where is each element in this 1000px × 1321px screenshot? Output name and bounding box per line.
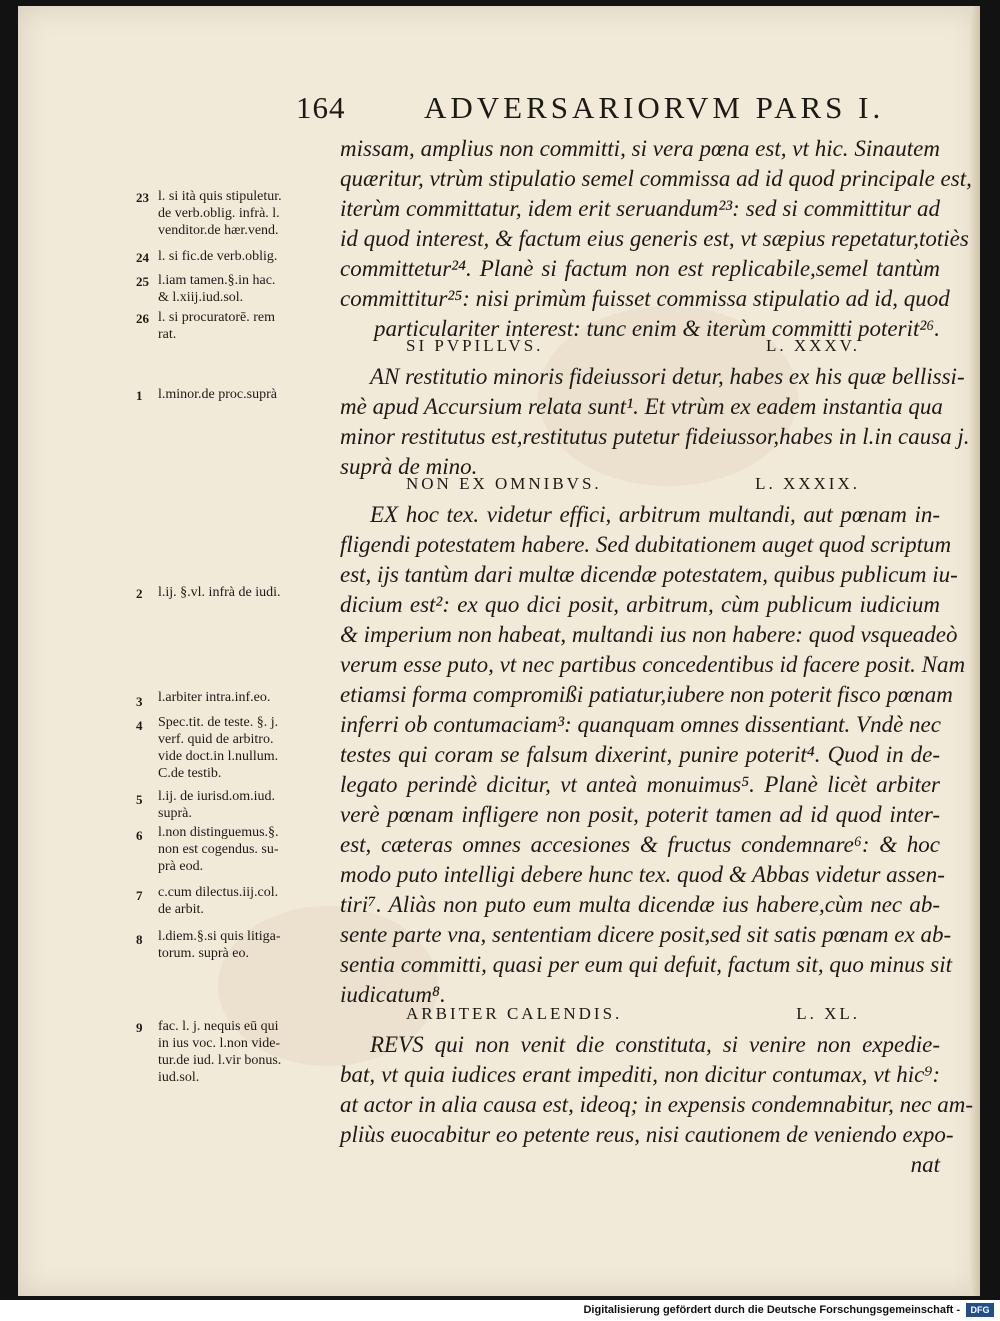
margin-note: l. si procuratorē. rem rat. [158,310,276,342]
section-heading [340,334,940,358]
margin-note: fac. l. j. nequis eū qui in ius voc. l.non vide- tur.de iud. l.vir bonus. iud.sol. [158,1019,282,1085]
text-line: legato perindè dicitur, vt anteà monuimus⁵. Planè licèt arbiter [340,772,940,797]
text-line: nat [910,1152,940,1177]
note-number: 9 [136,1020,143,1035]
text-line: EX hoc tex. videtur effici, arbitrum multandi, aut pœnam in- [370,502,940,527]
margin-note: l.non distinguemus.§. non est cogendus. su- prà eod. [158,825,279,874]
note-number: 1 [136,388,143,403]
section-heading-title: SI PVPILLVS. [406,336,544,355]
text-line: minor restitutus est,restitutus putetur fideiussor,habes in l.in causa j. [340,424,970,449]
text-line: id quod interest, & factum eius generis est, vt sæpius repetatur,totiès [340,226,969,251]
text-line: fligendi potestatem habere. Sed dubitationem auget quod scriptum [340,532,952,557]
note-number: 7 [136,888,143,903]
margin-note: l.iam tamen.§.in hac. & l.xiij.iud.sol. [158,273,276,305]
section-heading-title: ARBITER CALENDIS. [406,1004,623,1023]
text-line: modo puto intelligi debere hunc tex. quod & Abbas videtur assen- [340,862,945,887]
section-heading-lex: L. XXXV. [765,336,860,355]
section-heading [340,472,940,496]
text-line: sente parte vna, sententiam dicere posit,sed sit satis pœnam ex ab- [340,922,952,947]
note-number: 23 [136,190,149,205]
margin-note: l.arbiter intra.inf.eo. [158,690,271,705]
text-line: REVS qui non venit die constituta, si venire non expedie- [370,1032,940,1057]
note-number: 26 [136,311,149,326]
margin-note: l.ij. §.vl. infrà de iudi. [158,585,281,600]
text-line: AN restitutio minoris fideiussori detur, habes ex his quæ bellissi- [370,364,965,389]
text-line: quæritur, vtrùm stipulatio semel commissa ad id quod principale est, [340,166,972,191]
note-number: 4 [136,718,143,733]
text-line: verè pœnam infligere non posit, poterit tamen ad id quod inter- [340,802,940,827]
section-heading [340,1002,940,1026]
margin-note: l.diem.§.si quis litiga- torum. suprà eo. [158,929,281,961]
note-number: 24 [136,250,149,265]
text-line: iterùm committatur, idem erit seruandum²³: sed si committitur ad [340,196,940,221]
margin-note: l. si fic.de verb.oblig. [158,249,278,264]
note-number: 25 [136,274,149,289]
note-number: 2 [136,586,143,601]
note-number: 8 [136,932,143,947]
dfg-logo: DFG [966,1303,994,1317]
text-line: est, ijs tantùm dari multæ dicendæ potestatem, quibus publicum iu- [340,562,958,587]
text-line: particulariter interest: tunc enim & iterùm committi poterit²⁶. [374,316,940,341]
margin-note: Spec.tit. de teste. §. j. verf. quid de arbitro. vide doct.in l.nullum. C.de testib. [158,715,279,781]
text-line: etiamsi forma compromißi patiatur,iubere non poterit fisco pœnam [340,682,953,707]
section-heading-title: NON EX OMNIBVS. [406,474,602,493]
section-heading-lex: L. XL. [796,1004,860,1023]
text-line: committetur²⁴. Planè si factum non est replicabile,semel tantùm [340,256,940,281]
text-line: mè apud Accursium relata sunt¹. Et vtrùm ex eadem instantia qua [340,394,943,419]
text-line: tiri⁷. Aliàs non puto eum multa dicendæ ius habere,cùm nec ab- [340,892,940,917]
text-line: verum esse puto, vt nec partibus concedentibus id facere posit. Nam [340,652,966,677]
page-number: 164 [296,90,346,125]
text-line: at actor in alia causa est, ideoq; in expensis condemnabitur, nec am- [340,1092,974,1117]
text-line: est, cæteras omnes accesiones & fructus condemnare⁶: & hoc [340,832,940,857]
margin-note: l.minor.de proc.suprà [158,387,277,402]
text-line: bat, vt quia iudices erant impediti, non dicitur contumax, vt hic⁹: [340,1062,940,1087]
text-line: suprà de mino. [340,454,478,479]
funding-credit: Digitalisierung gefördert durch die Deutsche Forschungsgemeinschaft - [583,1304,960,1316]
book-page [18,6,980,1296]
text-line: sentia committi, quasi per eum qui defuit, factum sit, quo minus sit [340,952,953,977]
text-line: committitur²⁵: nisi primùm fuisset commissa stipulatio ad id, quod [340,286,950,311]
running-title: ADVERSARIORVM PARS I. [424,90,885,125]
digitization-footer [0,1300,1000,1321]
text-line: iudicatum⁸. [340,982,446,1007]
margin-note: l. si ità quis stipuletur. de verb.oblig. infrà. l. venditor.de hær.vend. [158,189,282,238]
note-number: 5 [136,792,143,807]
text-line: dicium est²: ex quo dici posit, arbitrum, cùm publicum iudicium [340,592,940,617]
section-heading-lex: L. XXXIX. [755,474,860,493]
note-number: 3 [136,694,143,709]
text-line: pliùs euocabitur eo petente reus, nisi cautionem de veniendo expo- [340,1122,954,1147]
text-line: missam, amplius non committi, si vera pœna est, vt hic. Sinautem [340,136,940,161]
margin-note: l.ij. de iurisd.om.iud. suprà. [158,789,276,821]
text-line: testes qui coram se falsum dixerint, punire poterit⁴. Quod in de- [340,742,940,767]
text-line: & imperium non habeat, multandi ius non habere: quod vsqueadeò [340,622,958,647]
margin-note: c.cum dilectus.iij.col. de arbit. [158,885,279,917]
text-line: inferri ob contumaciam³: quanquam omnes dissentiant. Vndè nec [340,712,941,737]
note-number: 6 [136,828,143,843]
